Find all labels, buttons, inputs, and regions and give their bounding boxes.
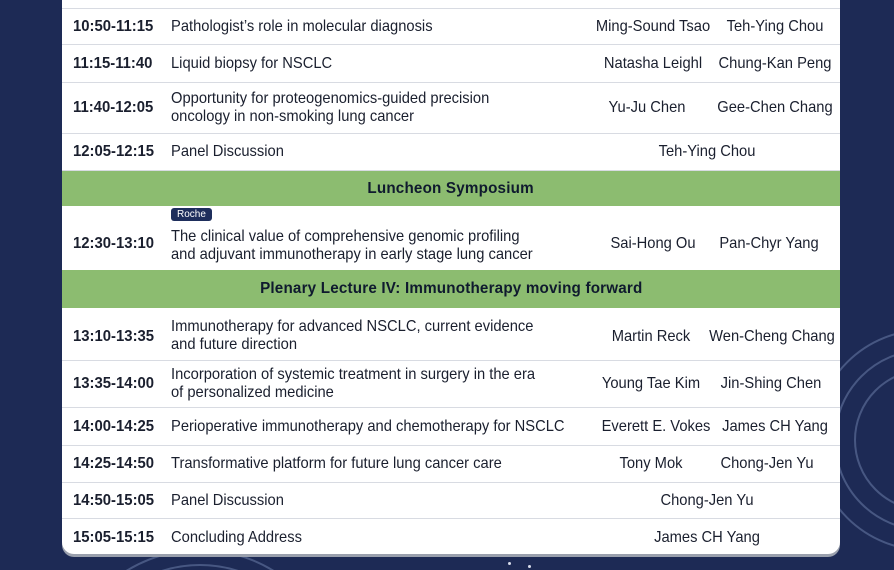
session-title: Perioperative immunotherapy and chemotherapy for NSCLC <box>171 418 565 435</box>
speaker-name: Everett E. Vokes <box>601 418 711 435</box>
session-title-line-2: and adjuvant immunotherapy in early stage lung cancer <box>171 246 533 263</box>
session-title-line-1: Opportunity for proteogenomics-guided precision <box>171 90 490 107</box>
session-title: Panel Discussion <box>171 492 284 509</box>
session-title-line-1: Incorporation of systemic treatment in surgery in the era <box>171 366 536 383</box>
table-row <box>62 361 840 408</box>
speaker-name: Young Tae Kim <box>601 375 701 392</box>
session-title-line-2: of personalized medicine <box>171 384 334 401</box>
session-title-line-1: Immunotherapy for advanced NSCLC, current evidence <box>171 318 534 335</box>
section-title: Luncheon Symposium <box>367 180 535 197</box>
session-time: 11:40-12:05 <box>73 99 154 116</box>
session-time: 12:05-12:15 <box>73 143 155 160</box>
table-row <box>62 483 840 519</box>
table-row <box>62 45 840 83</box>
panel-moderator: James CH Yang <box>654 529 760 546</box>
panel-moderator: Teh-Ying Chou <box>658 143 756 160</box>
section-header-luncheon <box>62 171 840 206</box>
section-header-plenary <box>62 270 840 308</box>
page-indicator-dot <box>528 565 531 568</box>
speaker-name: Yu-Ju Chen <box>608 99 686 116</box>
session-title-line-2: oncology in non-smoking lung cancer <box>171 108 415 125</box>
speaker-name: Ming-Sound Tsao <box>595 18 711 35</box>
session-time: 14:50-15:05 <box>73 492 155 509</box>
sponsor-badge: Roche <box>171 208 212 221</box>
session-time: 14:25-14:50 <box>73 455 155 472</box>
speaker-name: Tony Mok <box>619 455 683 472</box>
table-row <box>62 519 840 554</box>
table-row <box>62 308 840 361</box>
session-title-line-2: and future direction <box>171 336 298 353</box>
moderator-name: Jin-Shing Chen <box>720 375 822 392</box>
section-title: Plenary Lecture IV: Immunotherapy moving forward <box>259 280 643 297</box>
speaker-name: Martin Reck <box>611 328 691 345</box>
table-row <box>62 134 840 171</box>
session-title: Concluding Address <box>171 529 302 546</box>
moderator-name: Chong-Jen Yu <box>720 455 814 472</box>
table-row <box>62 408 840 446</box>
speaker-name: Sai-Hong Ou <box>610 235 696 252</box>
session-title: Transformative platform for future lung cancer care <box>171 455 502 472</box>
moderator-name: Teh-Ying Chou <box>726 18 824 35</box>
schedule-card <box>62 0 840 554</box>
speaker-name: Natasha Leighl <box>603 55 703 72</box>
session-time: 11:15-11:40 <box>73 55 153 72</box>
session-title: Liquid biopsy for NSCLC <box>171 55 333 72</box>
session-time: 14:00-14:25 <box>73 418 155 435</box>
session-time: 10:50-11:15 <box>73 18 154 35</box>
session-time: 15:05-15:15 <box>73 529 155 546</box>
table-row <box>62 8 840 45</box>
session-time: 13:35-14:00 <box>73 375 155 392</box>
moderator-name: James CH Yang <box>722 418 828 435</box>
moderator-name: Pan-Chyr Yang <box>719 235 819 252</box>
table-row <box>62 83 840 134</box>
panel-moderator: Chong-Jen Yu <box>660 492 754 509</box>
session-time: 13:10-13:35 <box>73 328 155 345</box>
session-title: Pathologist’s role in molecular diagnosis <box>171 18 433 35</box>
session-time: 12:30-13:10 <box>73 235 155 252</box>
moderator-name: Chung-Kan Peng <box>718 55 832 72</box>
moderator-name: Wen-Cheng Chang <box>709 328 835 345</box>
session-title-line-1: The clinical value of comprehensive genomic profiling <box>171 228 520 245</box>
moderator-name: Gee-Chen Chang <box>717 99 833 116</box>
table-row <box>62 446 840 483</box>
session-title: Panel Discussion <box>171 143 284 160</box>
page-indicator-dot <box>508 562 511 565</box>
table-row <box>62 206 840 270</box>
